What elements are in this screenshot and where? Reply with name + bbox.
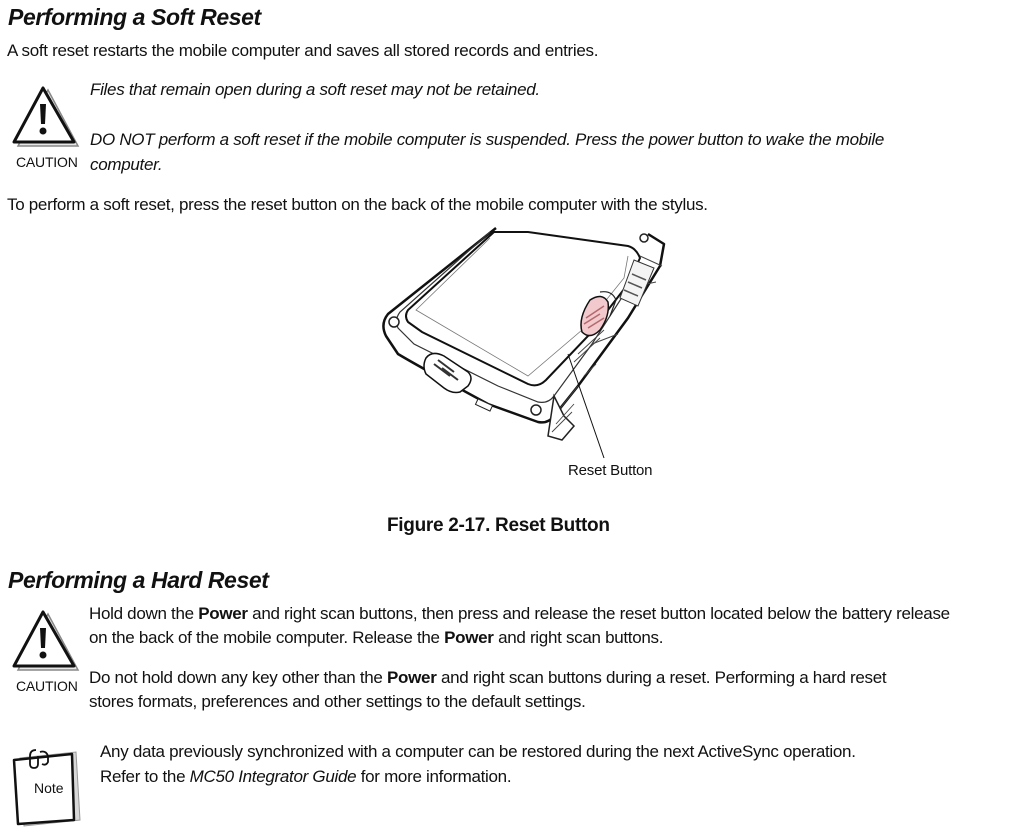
caution-label: CAUTION	[16, 154, 78, 170]
figure-caption: Figure 2-17. Reset Button	[387, 515, 610, 536]
hard-reset-heading: Performing a Hard Reset	[8, 567, 269, 593]
caution-label-2: CAUTION	[16, 678, 78, 694]
caution-icon	[10, 84, 82, 174]
soft-reset-intro: A soft reset restarts the mobile computer and saves all stored records and entries.	[7, 41, 599, 60]
warning-triangle-icon	[10, 84, 82, 156]
device-illustration	[378, 226, 670, 462]
mobile-computer-back-illustration	[378, 226, 670, 462]
caution-text-files: Files that remain open during a soft reset may not be retained.	[90, 80, 540, 99]
note-line2: Refer to the MC50 Integrator Guide for more information.	[100, 767, 512, 786]
reset-button-callout: Reset Button	[568, 462, 653, 479]
caution-text-suspended-cont: computer.	[90, 155, 163, 174]
hard-reset-p1-line1: Hold down the Power and right scan buttons, then press and release the reset button located below the battery release	[89, 604, 950, 623]
caution-icon-2	[10, 608, 82, 698]
integrator-guide-title: MC50 Integrator Guide	[189, 767, 357, 786]
note-label: Note	[34, 780, 64, 796]
note-icon	[10, 748, 82, 830]
note-line1: Any data previously synchronized with a computer can be restored during the next ActiveSync operation.	[100, 742, 856, 761]
soft-reset-instruction: To perform a soft reset, press the reset button on the back of the mobile computer with the stylus.	[7, 195, 708, 214]
soft-reset-heading: Performing a Soft Reset	[8, 4, 261, 30]
warning-triangle-icon	[10, 608, 82, 680]
caution-text-suspended: DO NOT perform a soft reset if the mobile computer is suspended. Press the power button to wake the mobile	[90, 130, 885, 149]
hard-reset-p1-line2: on the back of the mobile computer. Release the Power and right scan buttons.	[89, 628, 664, 647]
hard-reset-p2-line1: Do not hold down any key other than the Power and right scan buttons during a reset. Performing a hard reset	[89, 668, 887, 687]
hard-reset-p2-line2: stores formats, preferences and other settings to the default settings.	[89, 692, 586, 711]
